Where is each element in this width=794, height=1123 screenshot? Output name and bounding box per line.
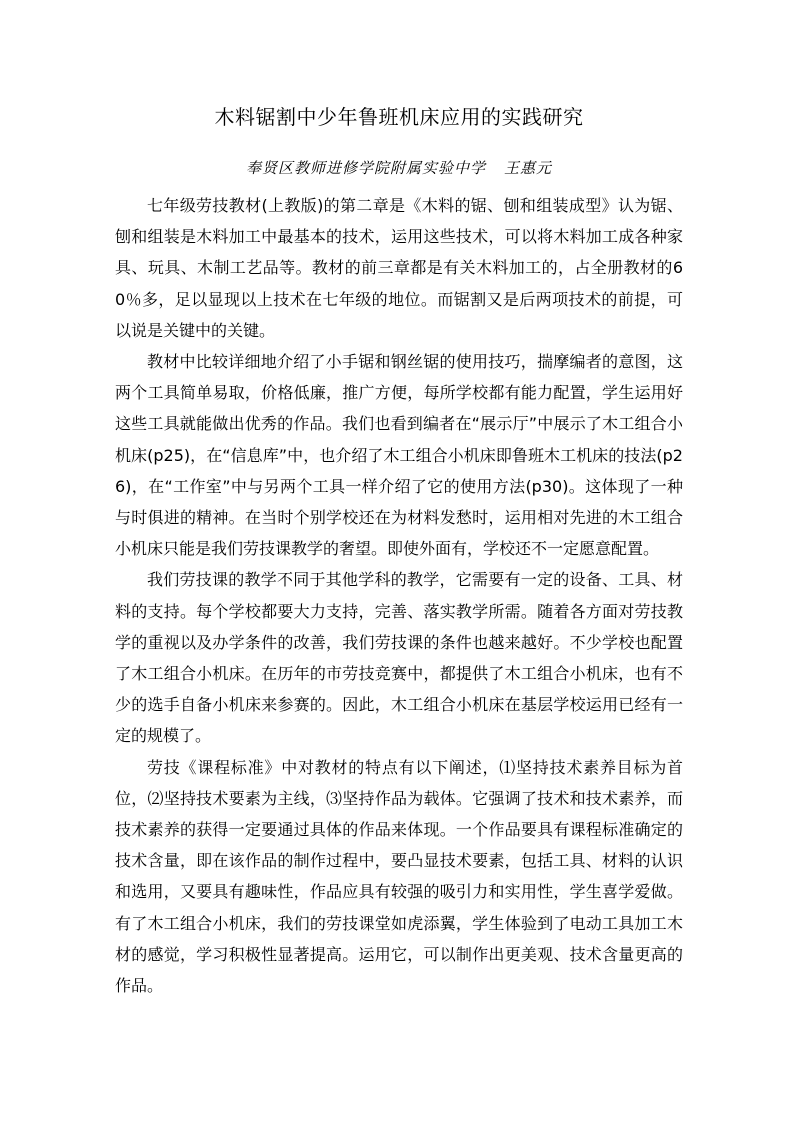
- author-line: [115, 156, 683, 180]
- author-name: 王惠元: [504, 159, 553, 177]
- paragraph-2: 教材中比较详细地介绍了小手锯和钢丝锯的使用技巧，揣摩编者的意图，这两个工具简单易取，价格低廉，推广方便，每所学校都有能力配置，学生运用好这些工具就能做出优秀的作品。我们也看到编者在“展示厅”中展示了木工组合小机床(p25)，在“信息库”中，也介绍了木工组合小机床即鲁班木工机床的技法(p26)，在“工作室”中与另两个工具一样介绍了它的使用方法(p30)。这体现了一种与时俱进的精神。在当时个别学校还在为材料发愁时，运用相对先进的木工组合小机床只能是我们劳技课教学的奢望。即使外面有，学校还不一定愿意配置。: [115, 352, 683, 559]
- document-title: 木料锯割中少年鲁班机床应用的实践研究: [214, 105, 584, 129]
- document-page: [115, 100, 683, 1001]
- paragraph-1: 七年级劳技教材(上教版)的第二章是《木料的锯、刨和组装成型》认为锯、刨和组装是木料加工中最基本的技术，运用这些技术，可以将木料加工成各种家具、玩具、木制工艺品等。教材的前三章都是有关木料加工的，占全册教材的60％多，足以显现以上技术在七年级的地位。而锯割又是后两项技术的前提，可以说是关键中的关键。: [115, 196, 683, 340]
- paragraph-4: 劳技《课程标准》中对教材的特点有以下阐述，⑴坚持技术素养目标为首位，⑵坚持技术要素为主线，⑶坚持作品为载体。它强调了技术和技术素养，而技术素养的获得一定要通过具体的作品来体现。一个作品要具有课程标准确定的技术含量，即在该作品的制作过程中，要凸显技术要素，包括工具、材料的认识和选用，又要具有趣味性，作品应具有较强的吸引力和实用性，学生喜学爱做。有了木工组合小机床，我们的劳技课堂如虎添翼，学生体验到了电动工具加工木材的感觉，学习积极性显著提高。运用它，可以制作出更美观、技术含量更高的作品。: [115, 757, 683, 996]
- author-affiliation: 奉贤区教师进修学院附属实验中学: [245, 159, 486, 177]
- paragraph-3: 我们劳技课的教学不同于其他学科的教学，它需要有一定的设备、工具、材料的支持。每个学校都要大力支持，完善、落实教学所需。随着各方面对劳技教学的重视以及办学条件的改善，我们劳技课的条件也越来越好。不少学校也配置了木工组合小机床。在历年的市劳技竞赛中，都提供了木工组合小机床，也有不少的选手自备小机床来参赛的。因此，木工组合小机床在基层学校运用已经有一定的规模了。: [115, 570, 683, 746]
